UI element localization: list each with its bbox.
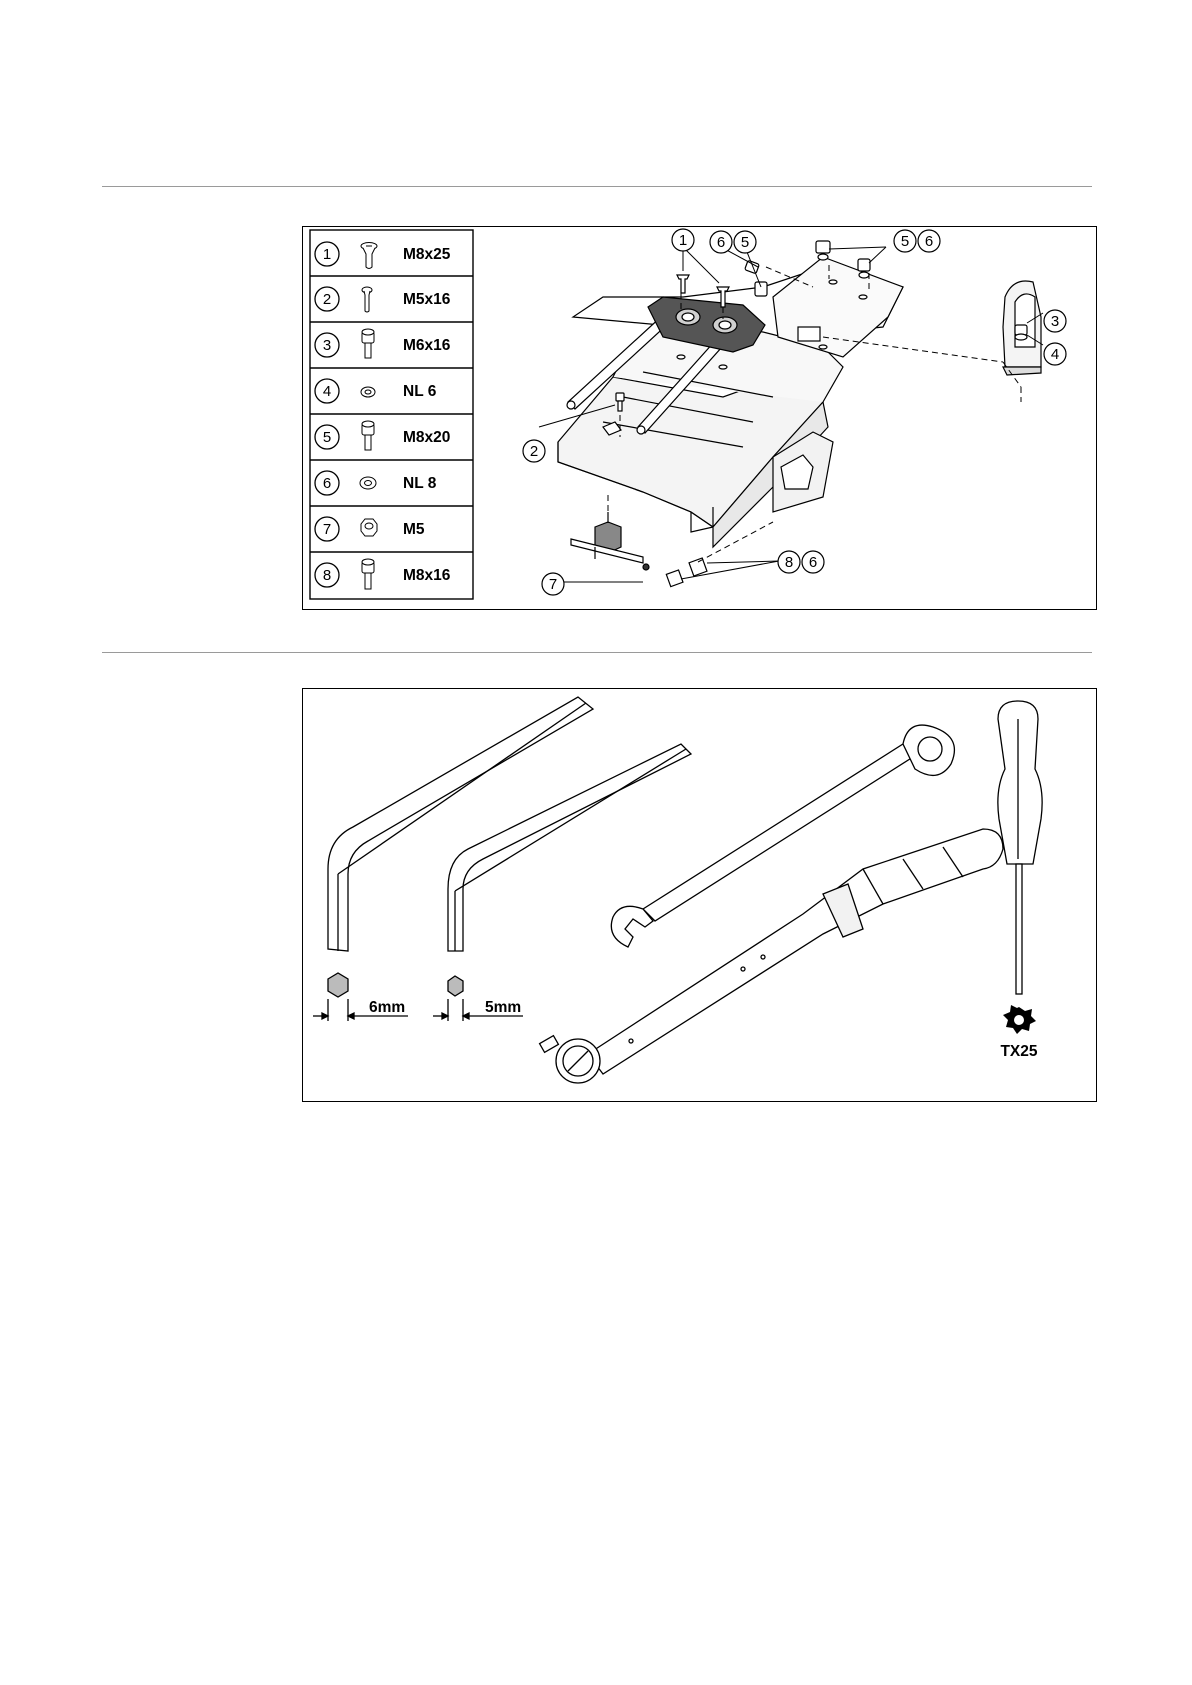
socket-head-screw-icon: [362, 329, 374, 358]
parts-number: 5: [322, 429, 332, 446]
parts-row-2: [315, 287, 451, 312]
callout-4: 4: [1050, 346, 1060, 363]
callout-1: 1: [678, 232, 688, 249]
torx-screwdriver-icon: [998, 701, 1042, 994]
parts-label: M8x16: [403, 567, 451, 584]
callout-3: 3: [1050, 313, 1060, 330]
parts-number: 4: [322, 383, 332, 400]
torx-bit-label: TX25: [1000, 1043, 1038, 1060]
parts-row-6: [315, 471, 437, 495]
countersunk-screw-icon: [361, 243, 377, 269]
section-divider-top: [102, 186, 1092, 187]
socket-head-screw-icon: [362, 559, 374, 589]
parts-label: NL 8: [403, 475, 437, 492]
parts-table: [310, 230, 473, 599]
socket-head-screw-icon: [362, 421, 374, 450]
parts-number: 7: [322, 521, 332, 538]
torque-wrench-icon: [540, 829, 1003, 1083]
mounting-parts-illustration: [303, 227, 1095, 608]
parts-label: M8x20: [403, 429, 451, 446]
parts-number: 8: [322, 567, 332, 584]
lock-washer-icon: [361, 387, 375, 397]
hex-key-6mm-label: 6mm: [369, 999, 406, 1016]
parts-row-5: [315, 421, 450, 450]
parts-label: M8x25: [403, 246, 451, 263]
parts-number: 2: [322, 291, 332, 308]
parts-number: 6: [322, 475, 332, 492]
parts-label: M6x16: [403, 337, 451, 354]
mounting-bracket-assembly: [558, 241, 1041, 587]
small-screw-icon: [362, 287, 372, 312]
parts-row-1: [315, 242, 451, 269]
parts-label: M5x16: [403, 291, 451, 308]
parts-row-3: [315, 329, 451, 358]
parts-label: M5: [403, 521, 425, 538]
callout-2: 2: [529, 443, 539, 460]
parts-label: NL 6: [403, 383, 437, 400]
parts-number: 3: [322, 337, 332, 354]
tools-illustration: [303, 689, 1095, 1100]
hex-key-6mm-icon: [313, 697, 593, 1021]
callout-6: 6: [808, 554, 818, 571]
callout-8: 8: [784, 554, 794, 571]
callout-6: 6: [716, 234, 726, 251]
callout-6: 6: [924, 233, 934, 250]
callout-5: 5: [900, 233, 910, 250]
hex-key-5mm-label: 5mm: [485, 999, 522, 1016]
parts-row-7: [315, 517, 425, 541]
callout-7: 7: [548, 576, 558, 593]
hex-key-5mm-icon: [433, 744, 691, 1021]
lock-washer-icon: [360, 477, 376, 489]
hex-nut-icon: [361, 519, 377, 536]
parts-row-8: [315, 559, 451, 589]
section-divider-middle: [102, 652, 1092, 653]
parts-row-4: [315, 379, 437, 403]
callout-5: 5: [740, 234, 750, 251]
parts-number: 1: [322, 246, 332, 263]
mounting-parts-figure: [302, 226, 1097, 610]
required-tools-figure: [302, 688, 1097, 1102]
torx-star-icon: [1003, 1005, 1036, 1034]
